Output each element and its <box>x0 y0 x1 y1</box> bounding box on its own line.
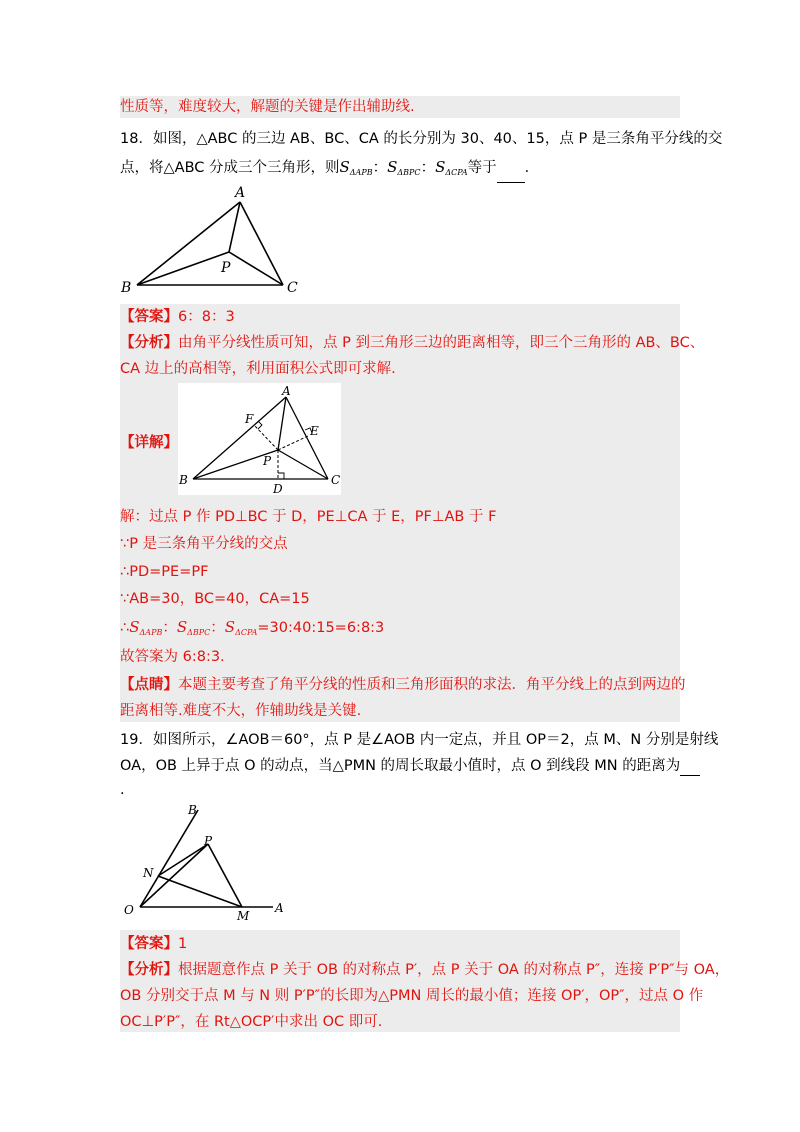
detail-label-E: E <box>310 424 319 438</box>
analysis-tag: 【分析】 <box>120 335 178 351</box>
analysis18-line-2: CA 边上的高相等，利用面积公式即可求解. <box>120 361 396 377</box>
q19-angle-figure <box>118 800 293 922</box>
detail-label-B: B <box>179 473 188 487</box>
answer-blank <box>497 168 525 183</box>
q18-triangle-figure <box>115 180 315 295</box>
q19-label-P: P <box>204 834 213 848</box>
detail-label-D: D <box>273 482 283 495</box>
analysis19-line-2: OB 分别交于点 M 与 N 则 P′P″的长即为△PMN 周长的最小值；连接 OP′，OP″，过点 O 作 <box>120 988 704 1004</box>
prev-comment-tail: 性质等，难度较大，解题的关键是作出辅助线. <box>120 99 415 115</box>
solution18-line-3: ∴PD=PE=PF <box>120 564 209 580</box>
solution18-line-4: ∵AB=30，BC=40，CA=15 <box>120 591 310 607</box>
q19-label-B: B <box>188 803 197 817</box>
solution18-line-2: ∵P 是三条角平分线的交点 <box>120 536 288 552</box>
detail18-tag-line <box>120 433 178 453</box>
detail-label-A: A <box>282 384 291 398</box>
label-A: A <box>235 185 246 201</box>
detail18-figure <box>178 383 341 495</box>
detail-tag: 【详解】 <box>120 435 178 451</box>
analysis18-line-1: 【分析】由角平分线性质可知，点 P 到三角形三边的距离相等，即三个三角形的 AB、BC、 <box>120 335 705 351</box>
comment18-line-2: 距离相等.难度不大，作辅助线是关键. <box>120 703 362 719</box>
answer-tag: 【答案】 <box>120 309 178 325</box>
comment18-line-1: 【点睛】本题主要考查了角平分线的性质和三角形面积的求法．角平分线上的点到两边的 <box>120 677 686 693</box>
q18-line-2: 点，将△ABC 分成三个三角形，则$S_{\Delta APB}$：$S_{\Delta BPC}$：$S_{\Delta CPA}$等于 ． <box>120 157 539 183</box>
detail-label-P: P <box>263 454 272 468</box>
q19-line-2: OA，OB 上异于点 O 的动点，当△PMN 的周长取最小值时，点 O 到线段 MN 的距离为 <box>120 756 700 776</box>
analysis19-line-3: OC⊥P′P″，在 Rt△OCP′中求出 OC 即可. <box>120 1014 383 1030</box>
q19-label-N: N <box>143 866 154 880</box>
answer-blank-19 <box>680 761 700 776</box>
label-C: C <box>287 280 298 295</box>
label-B: B <box>121 280 132 295</box>
q18-line-1: 18．如图，△ABC 的三边 AB、BC、CA 的长分别为 30、40、15，点 P 是三条角平分线的交 <box>120 131 723 147</box>
solution18-line-5: $\therefore S_{\Delta APB}$：$S_{\Delta BPC}$：$S_{\Delta CPA}=30:40:15=6:8:3$ <box>120 618 385 637</box>
label-P: P <box>221 260 231 276</box>
detail-label-C: C <box>331 473 341 487</box>
comment-tag: 【点睛】 <box>120 677 178 693</box>
q19-label-M: M <box>237 909 250 922</box>
q19-line-1: 19．如图所示，∠AOB＝60°，点 P 是∠AOB 内一定点，并且 OP＝2，点 M、N 分别是射线 <box>120 732 719 748</box>
q18-line-2-text: 点，将△ABC 分成三个三角形，则 <box>120 160 340 176</box>
solution18-line-6: 故答案为 6:8:3. <box>120 649 225 665</box>
answer-value: 6：8：3 <box>178 309 235 325</box>
solution18-line-1: 解：过点 P 作 PD⊥BC 于 D，PE⊥CA 于 E，PF⊥AB 于 F <box>120 509 497 525</box>
q19-label-A: A <box>275 901 284 915</box>
answer19-line: 【答案】1 <box>120 936 188 952</box>
answer18-line <box>120 307 235 327</box>
detail-label-F: F <box>245 412 254 426</box>
q19-line-3: . <box>120 782 125 798</box>
analysis19-line-1: 【分析】根据题意作点 P 关于 OB 的对称点 P′，点 P 关于 OA 的对称点 P″，连接 P′P″与 OA， <box>120 962 730 978</box>
q19-label-O: O <box>124 903 134 917</box>
